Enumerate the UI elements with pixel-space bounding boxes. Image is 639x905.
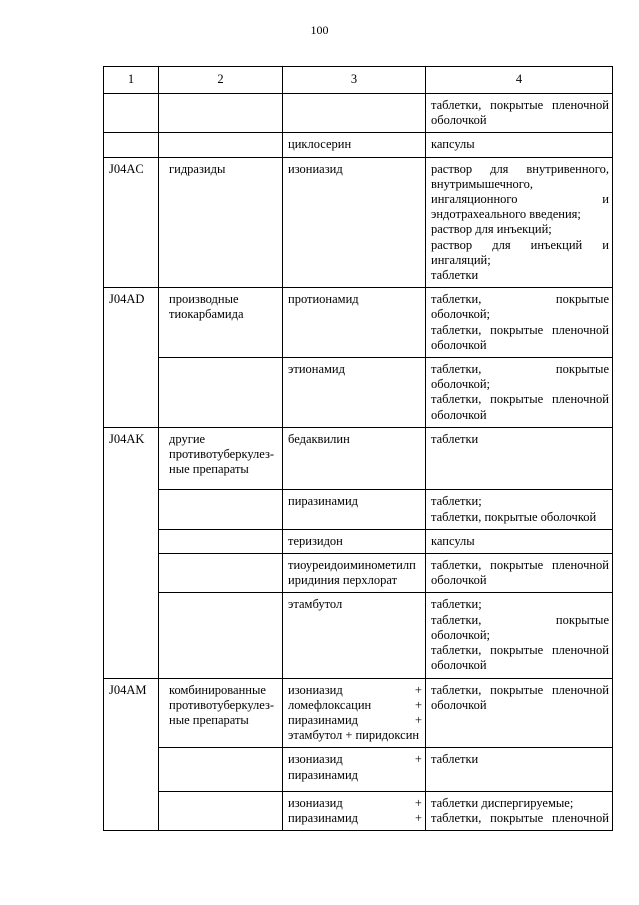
table-row [104, 678, 613, 748]
dosage-form-line: таблетки; [431, 494, 482, 509]
page-number: 100 [310, 23, 329, 37]
table-row [104, 133, 613, 157]
header-cell: 1 [104, 67, 159, 94]
group-cell: другие противотуберкулез-ные препараты [159, 427, 283, 490]
group-cell [159, 490, 283, 529]
dosage-form-line: оболочкой; [431, 307, 490, 322]
dosage-form-line: таблетки [431, 268, 479, 283]
dosage-form-line: оболочкой [431, 407, 487, 422]
atc-code-cell: J04AC [104, 157, 159, 288]
dosage-form-cell [426, 748, 613, 791]
drug-table [103, 66, 613, 831]
drug-cell: циклосерин [283, 133, 426, 157]
dosage-form-line: таблетки, покрытые пленочной [431, 392, 609, 407]
header-cell: 3 [283, 67, 426, 94]
dosage-form-line: ингаляционного и [431, 192, 609, 207]
table-row [104, 358, 613, 428]
table-row [104, 288, 613, 358]
group-cell: производные тиокарбамида [159, 288, 283, 358]
dosage-form-line: оболочкой; [431, 627, 490, 642]
drug-cell [283, 678, 426, 748]
atc-code-cell: J04AM [104, 678, 159, 831]
table-row [104, 554, 613, 593]
table-row [104, 529, 613, 553]
drug-cell: бедаквилин [283, 427, 426, 490]
dosage-form-line: таблетки, покрытые пленочной [431, 322, 609, 337]
atc-code-cell: J04AK [104, 427, 159, 678]
atc-code-cell [104, 133, 159, 157]
atc-code-cell: J04AD [104, 288, 159, 428]
dosage-form-cell [426, 554, 613, 593]
drug-line: пиразинамид + [288, 810, 422, 825]
table-row [104, 748, 613, 791]
drug-cell: протионамид [283, 288, 426, 358]
dosage-form-line: таблетки, покрытые оболочкой [431, 509, 597, 524]
dosage-form-line: таблетки, покрытые [431, 612, 609, 627]
dosage-form-cell [426, 94, 613, 133]
drug-cell [283, 791, 426, 830]
dosage-form-line: капсулы [431, 137, 475, 152]
dosage-form-line: таблетки [431, 752, 479, 767]
dosage-form-line: раствор для инъекций; [431, 222, 552, 237]
dosage-form-line: таблетки, покрытые [431, 362, 609, 377]
group-cell: гидразиды [159, 157, 283, 288]
drug-line: ломефлоксацин + [288, 697, 422, 712]
drug-line: изониазид + [288, 752, 422, 767]
dosage-form-line: ингаляций; [431, 252, 491, 267]
dosage-form-line: оболочкой [431, 113, 487, 128]
dosage-form-line: таблетки, покрытые пленочной [431, 643, 609, 658]
table-row [104, 791, 613, 830]
group-cell [159, 748, 283, 791]
dosage-form-line: раствор для инъекций и [431, 237, 609, 252]
dosage-form-line: внутримышечного, [431, 176, 533, 191]
dosage-form-line: таблетки, покрытые пленочной [431, 98, 609, 112]
group-cell [159, 791, 283, 830]
dosage-form-line: оболочкой [431, 337, 487, 352]
dosage-form-line: таблетки; [431, 597, 482, 612]
header-cell: 4 [426, 67, 613, 94]
group-cell [159, 358, 283, 428]
dosage-form-cell [426, 593, 613, 678]
dosage-form-cell [426, 490, 613, 529]
table-row [104, 593, 613, 678]
dosage-form-line: таблетки, покрытые пленочной [431, 682, 609, 697]
dosage-form-line: оболочкой [431, 697, 487, 712]
dosage-form-cell [426, 157, 613, 288]
drug-line: пиразинамид + [288, 712, 422, 727]
dosage-form-line: таблетки, покрытые пленочной [431, 558, 609, 573]
table-header-row [104, 67, 613, 94]
dosage-form-cell [426, 529, 613, 553]
dosage-form-line: оболочкой [431, 658, 487, 673]
group-cell [159, 94, 283, 133]
dosage-form-line: таблетки, покрытые [431, 292, 609, 307]
drug-cell: изониазид [283, 157, 426, 288]
dosage-form-line: оболочкой [431, 573, 487, 588]
dosage-form-line: таблетки, покрытые пленочной [431, 810, 609, 825]
dosage-form-cell [426, 358, 613, 428]
group-cell [159, 529, 283, 553]
drug-cell [283, 94, 426, 133]
group-cell: комбинированные противотуберкулез-ные препараты [159, 678, 283, 748]
drug-cell: этамбутол [283, 593, 426, 678]
dosage-form-line: таблетки [431, 431, 479, 446]
header-cell: 2 [159, 67, 283, 94]
drug-line: изониазид + [288, 682, 422, 697]
table-row [104, 94, 613, 133]
table-row [104, 427, 613, 490]
drug-cell: теризидон [283, 529, 426, 553]
dosage-form-cell [426, 791, 613, 830]
dosage-form-cell [426, 133, 613, 157]
drug-line: этамбутол + пиридоксин [288, 728, 420, 743]
dosage-form-line: раствор для внутривенного, [431, 161, 609, 176]
dosage-form-line: оболочкой; [431, 377, 490, 392]
table-row [104, 490, 613, 529]
dosage-form-cell [426, 288, 613, 358]
group-cell [159, 554, 283, 593]
drug-cell [283, 748, 426, 791]
group-cell [159, 133, 283, 157]
drug-line: изониазид + [288, 795, 422, 810]
drug-cell: тиоуреидоиминометилп иридиния перхлорат [283, 554, 426, 593]
drug-line: пиразинамид [288, 767, 359, 782]
group-cell [159, 593, 283, 678]
table-row [104, 157, 613, 288]
dosage-form-line: эндотрахеального введения; [431, 207, 581, 222]
atc-code-cell [104, 94, 159, 133]
dosage-form-cell [426, 427, 613, 490]
dosage-form-line: таблетки диспергируемые; [431, 795, 574, 810]
drug-cell: этионамид [283, 358, 426, 428]
dosage-form-line: капсулы [431, 533, 475, 548]
drug-cell: пиразинамид [283, 490, 426, 529]
dosage-form-cell [426, 678, 613, 748]
